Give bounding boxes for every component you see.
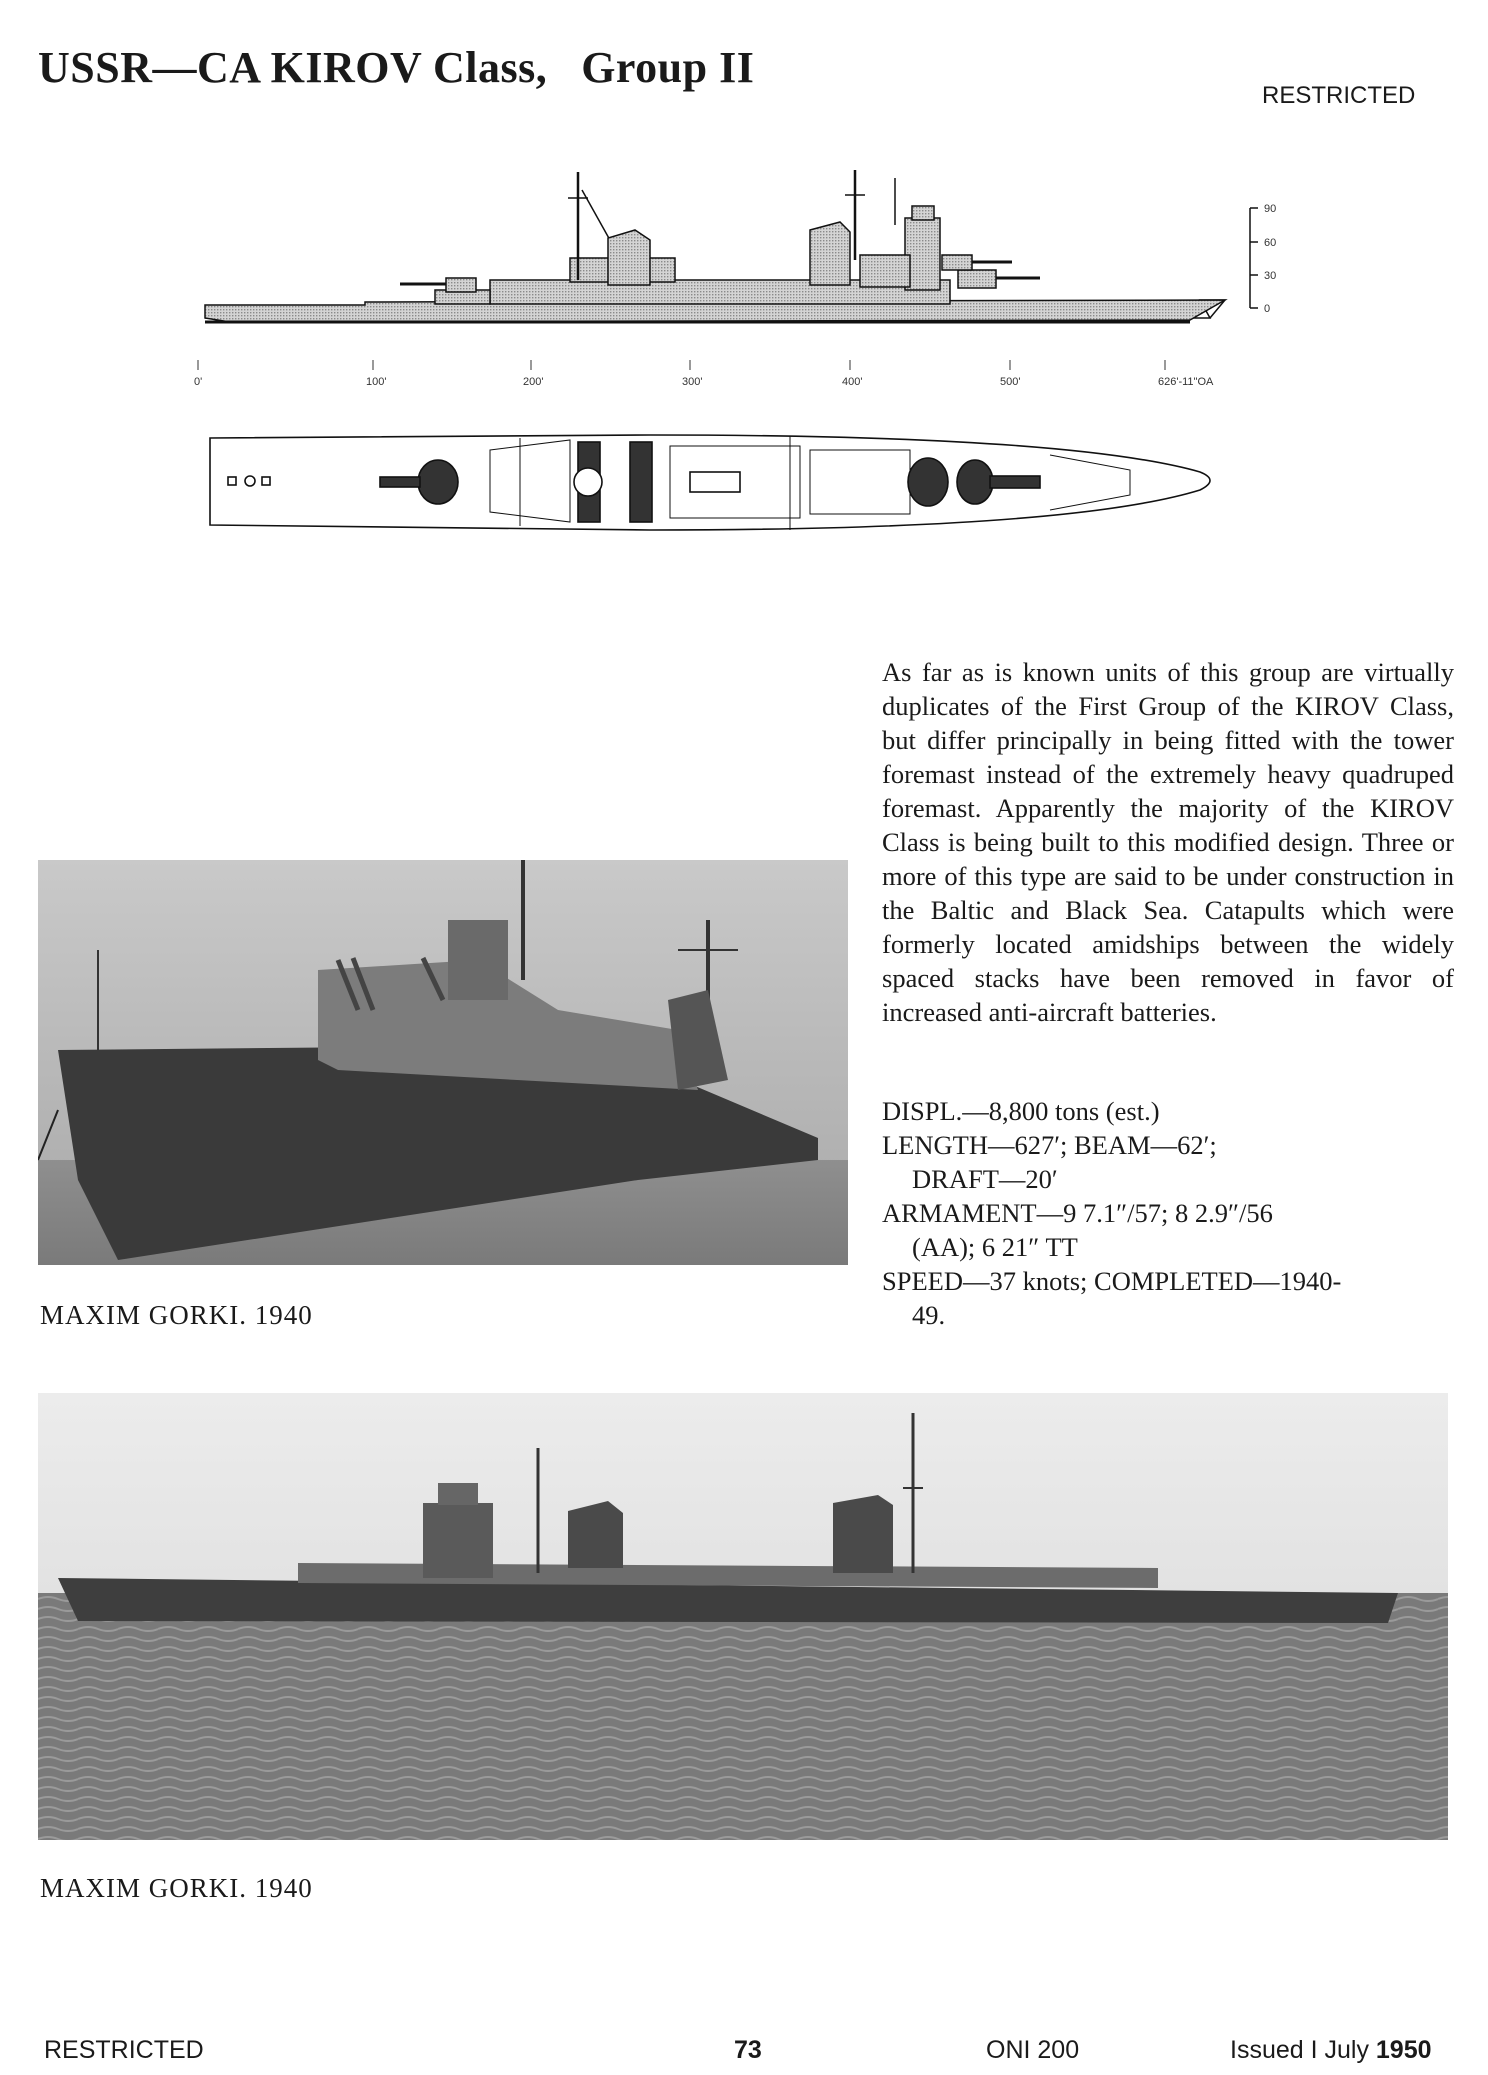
height-label: 0 <box>1264 303 1271 315</box>
classification-header: RESTRICTED <box>1262 82 1416 109</box>
spec-draft: DRAFT—20′ <box>912 1164 1058 1194</box>
height-label: 30 <box>1264 270 1277 282</box>
issue-date <box>1230 2036 1432 2065</box>
class-description: As far as is known units of this group are virtually duplicates of the First Group of the KIROV Class, but differ principally in being fitted with the tower foremast instead of the extremely heavy quadruped foremast. Apparently the majority of the KIROV Class is being built to this modified design. Three or more of this type are said to be under construction in the Baltic and Black Sea. Catapults which were formerly located amidships between the widely spaced stacks have been removed in favor of increased anti-aircraft batteries. <box>882 657 1454 1027</box>
length-label: 0' <box>194 376 203 388</box>
height-label: 60 <box>1264 237 1277 249</box>
page-title-main: USSR—CA KIROV Class, <box>38 43 548 92</box>
ship-photo-broadside-image <box>38 1393 1448 1840</box>
page-title <box>38 42 754 93</box>
length-label: 626'-11"OA <box>1158 376 1214 388</box>
length-label: 100' <box>366 376 387 388</box>
length-label: 200' <box>523 376 544 388</box>
length-scale-labels <box>194 376 1214 388</box>
length-scale <box>198 360 1165 370</box>
length-label: 500' <box>1000 376 1021 388</box>
page-title-group: Group II <box>581 43 755 92</box>
ship-plan <box>210 435 1210 530</box>
issue-date-label: Issued I July <box>1230 2036 1369 2064</box>
spec-length-beam: LENGTH—627′; BEAM—62′; <box>882 1130 1217 1160</box>
photo-caption-1: MAXIM GORKI. 1940 <box>40 1300 313 1330</box>
ship-photo-broadside <box>38 1393 1448 1840</box>
issue-year: 1950 <box>1375 2036 1432 2064</box>
spec-armament-cont: (AA); 6 21″ TT <box>912 1232 1078 1262</box>
ship-drawing <box>190 150 1300 570</box>
spec-completed-cont: 49. <box>912 1300 946 1330</box>
classification-footer: RESTRICTED <box>44 2036 204 2064</box>
length-label: 300' <box>682 376 703 388</box>
ship-photo-bow <box>38 860 848 1265</box>
spec-displacement: DISPL.—8,800 tons (est.) <box>882 1096 1160 1126</box>
ship-profile <box>205 170 1258 322</box>
height-scale-labels <box>1264 203 1276 315</box>
spec-armament: ARMAMENT—9 7.1″/57; 8 2.9″/56 <box>882 1198 1273 1228</box>
page-number: 73 <box>734 2036 762 2064</box>
specifications <box>882 1094 1462 1332</box>
ship-photo-bow-image <box>38 860 848 1265</box>
length-label: 400' <box>842 376 863 388</box>
publication-id: ONI 200 <box>986 2036 1080 2064</box>
spec-speed: SPEED—37 knots; COMPLETED—1940- <box>882 1266 1342 1296</box>
height-label: 90 <box>1264 203 1277 215</box>
photo-caption-2: MAXIM GORKI. 1940 <box>40 1873 313 1903</box>
